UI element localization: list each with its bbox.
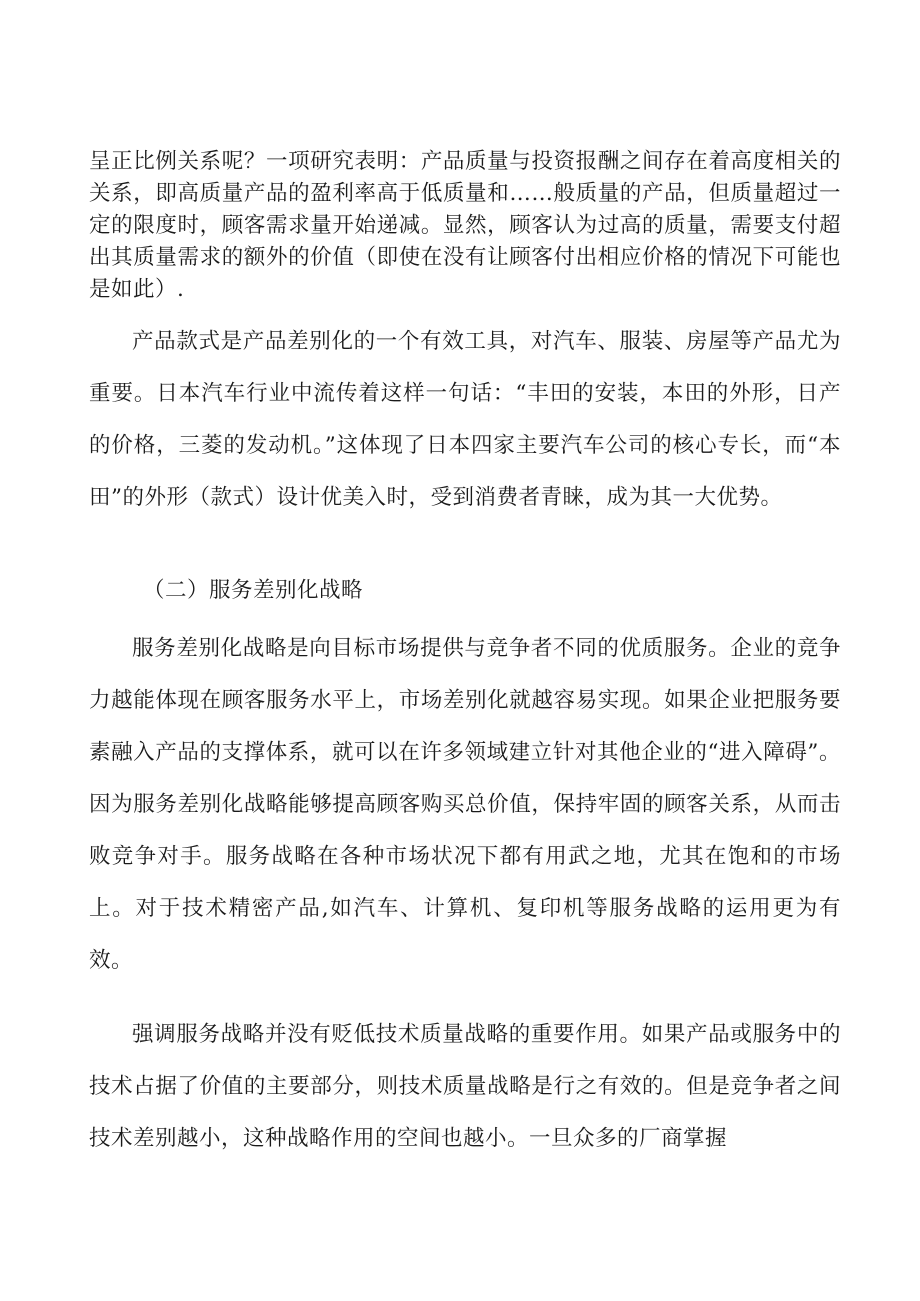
paragraph-technical-quality: 强调服务战略并没有贬低技术质量战略的重要作用。如果产品或服务中的技术占据了价值的主要部分，则技术质量战略是行之有效的。但是竞争者之间技术差别越小，这种战略作用的空间也越小。一旦众多的厂商掌握 bbox=[89, 1022, 841, 1151]
paragraph-service-strategy: 服务差别化战略是向目标市场提供与竞争者不同的优质服务。企业的竞争力越能体现在顾客服务水平上，市场差别化就越容易实现。如果企业把服务要素融入产品的支撑体系，就可以在许多领域建立针对其他企业的“进入障碍”。因为服务差别化战略能够提高顾客购买总价值，保持牢固的顾客关系，从而击败竞争对手。服务战略在各种市场状况下都有用武之地，尤其在饱和的市场上。对于技术精密产品,如汽车、计算机、复印机等服务战略的运用更为有效。 bbox=[89, 636, 841, 973]
paragraph-product-style: 产品款式是产品差别化的一个有效工具，对汽车、服装、房屋等产品尤为重要。日本汽车行业中流传着这样一句话：“丰田的安装，本田的外形，日产的价格，三菱的发动机。”这体现了日本四家主要汽车公司的核心专长，而“本田”的外形（款式）设计优美入时，受到消费者青睐，成为其一大优势。 bbox=[89, 329, 841, 510]
paragraph-quality-returns: 呈正比例关系呢？一项研究表明：产品质量与投资报酬之间存在着高度相关的关系，即高质量产品的盈利率高于低质量和……般质量的产品，但质量超过一定的限度时，顾客需求量开始递减。显然，顾客认为过高的质量，需要支付超出其质量需求的额外的价值（即使在没有让顾客付出相应价格的情况下可能也是如此）. bbox=[89, 149, 841, 302]
section-heading-service-differentiation: （二）服务差别化战略 bbox=[143, 578, 364, 603]
